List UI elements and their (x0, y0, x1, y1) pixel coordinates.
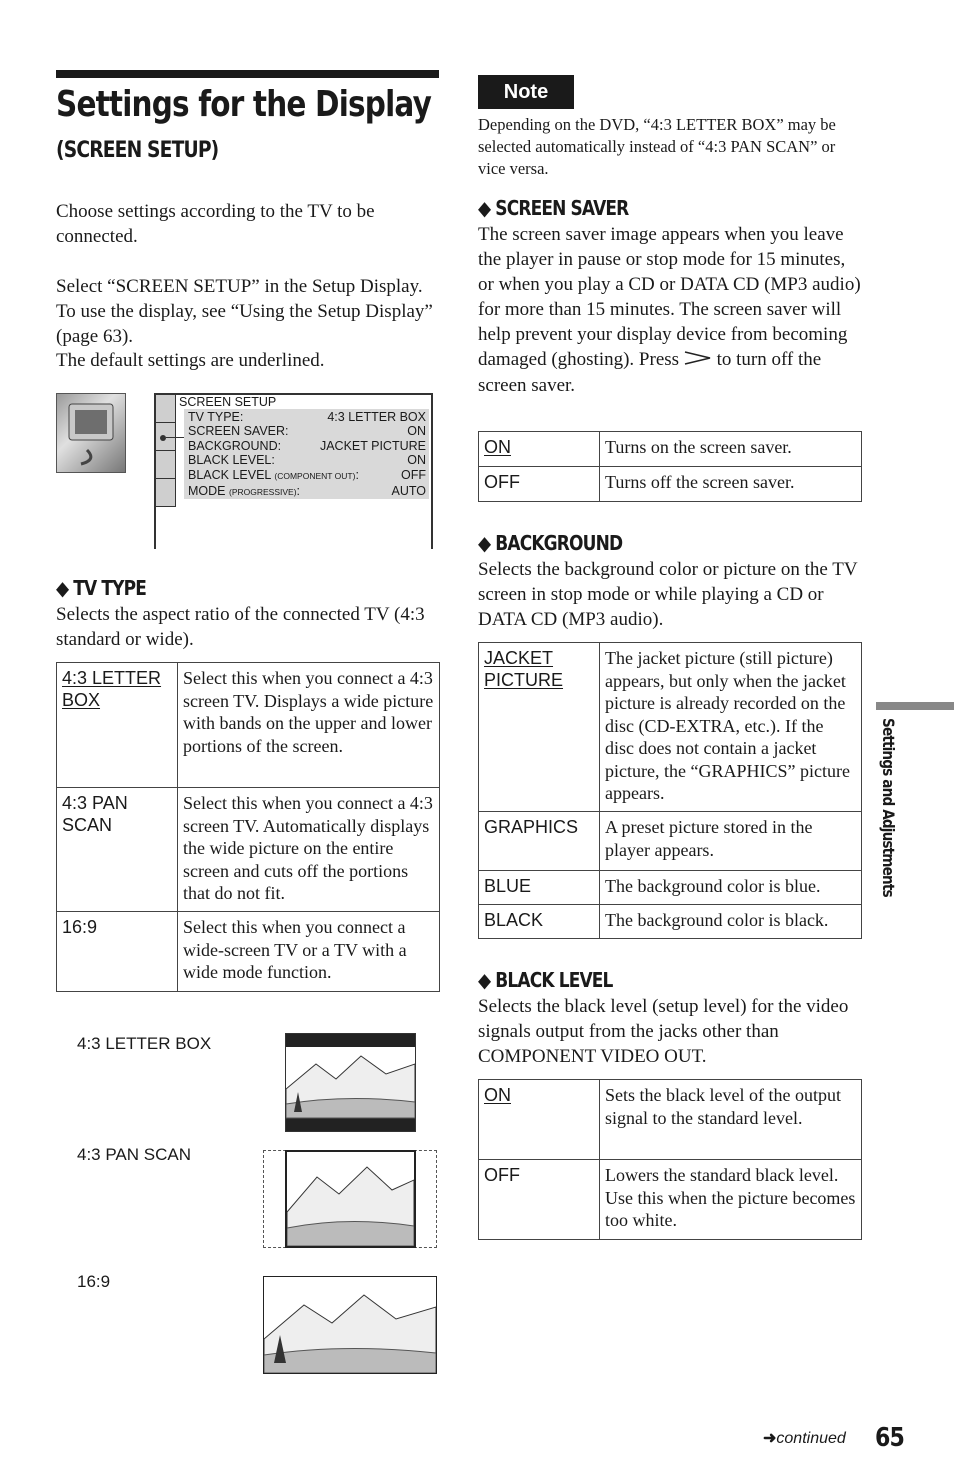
diamond-icon: ◆ (478, 531, 491, 555)
table-row (57, 912, 440, 992)
continued-indicator (763, 1428, 846, 1448)
option-key: BLUE (479, 871, 600, 905)
option-value: Turns off the screen saver. (600, 467, 862, 502)
screen-saver-heading-text: SCREEN SAVER (495, 196, 629, 220)
option-key-text: ON (484, 1085, 511, 1105)
option-key-text: 4:3 LETTER BOX (62, 668, 162, 710)
table-row (57, 663, 440, 788)
menu-row-label (188, 484, 300, 499)
option-value: Turns on the screen saver. (600, 432, 862, 467)
option-key: 16:9 (57, 912, 178, 992)
page-subtitle: (SCREEN SETUP) (56, 138, 219, 163)
option-key (479, 432, 600, 467)
menu-row-label-colon: : (355, 468, 359, 482)
wide-illustration (263, 1276, 437, 1374)
menu-row-value: ON (407, 453, 426, 467)
table-row (479, 643, 862, 812)
black-level-description: Selects the black level (setup level) for the video signals output from the jacks other than COMPONENT VIDEO OUT. (478, 996, 849, 1067)
menu-row-label-colon: : (296, 484, 301, 498)
setup-menu-title: SCREEN SETUP (179, 395, 277, 409)
menu-row-value: OFF (401, 468, 426, 482)
wide-label: 16:9 (77, 1272, 111, 1291)
setup-tab (156, 395, 176, 423)
option-key (57, 663, 178, 788)
option-value: The background color is blue. (600, 871, 862, 905)
diamond-icon: ◆ (56, 576, 69, 600)
table-row (479, 871, 862, 905)
option-key: BLACK (479, 905, 600, 939)
option-value: Select this when you connect a wide-screen TV or a TV with a wide mode function. (178, 912, 440, 992)
sidebar-bar (876, 702, 954, 710)
table-row (479, 467, 862, 502)
intro-paragraph-3: The default settings are underlined. (56, 350, 325, 371)
screen-saver-desc-part-1: The screen saver image appears when you leave the player in pause or stop mode for 15 minutes, or when you play a CD or DATA CD (MP3 audio) for more than 15 minutes. The screen saver will help prevent your display device from becoming damaged (ghosting). Press (478, 224, 861, 370)
option-key (479, 643, 600, 812)
option-key: GRAPHICS (479, 812, 600, 871)
menu-row-value: 4:3 LETTER BOX (327, 410, 426, 424)
option-key (479, 1080, 600, 1160)
menu-row-label-main: MODE (188, 484, 229, 498)
table-row (479, 432, 862, 467)
menu-row-value: ON (407, 424, 426, 438)
menu-row (188, 410, 426, 424)
screen-saver-heading (478, 196, 628, 220)
letterbox-illustration (285, 1033, 416, 1132)
menu-row-label: TV TYPE: (188, 410, 244, 424)
background-table (478, 642, 862, 939)
menu-row-label-small: (COMPONENT OUT) (274, 471, 356, 481)
table-row (57, 788, 440, 912)
selection-dot (160, 435, 166, 441)
option-key: OFF (479, 1160, 600, 1240)
selection-line (166, 437, 184, 438)
tv-type-table (56, 662, 440, 992)
black-level-heading-text: BLACK LEVEL (495, 968, 613, 992)
play-icon (684, 348, 712, 373)
page-number: 65 (875, 1423, 905, 1453)
menu-row (188, 439, 426, 453)
diamond-icon: ◆ (478, 196, 491, 220)
menu-row-label: SCREEN SAVER: (188, 424, 289, 438)
menu-row-value: JACKET PICTURE (319, 439, 426, 453)
diamond-icon: ◆ (478, 968, 491, 992)
menu-row (188, 468, 426, 483)
black-level-heading (478, 968, 613, 992)
screen-saver-table (478, 431, 862, 502)
menu-row-label: BACKGROUND: (188, 439, 282, 453)
background-heading (478, 531, 622, 555)
option-key: OFF (479, 467, 600, 502)
menu-row-label: BLACK LEVEL: (188, 453, 275, 467)
option-value: Select this when you connect a 4:3 screen TV. Displays a wide picture with bands on the upper and lower portions of the screen. (178, 663, 440, 788)
background-description: Selects the background color or picture on the TV screen in stop mode or while playing a CD or DATA CD (MP3 audio). (478, 559, 858, 630)
setup-tab (156, 451, 176, 479)
table-row (479, 905, 862, 939)
option-value: The jacket picture (still picture) appears, but only when the jacket picture is already recorded on the disc (CD-EXTRA, etc.). If the disc does not contain a jacket picture, the “GRAPHICS” picture appears. (600, 643, 862, 812)
sidebar-section-label: Settings and Adjustments (879, 718, 898, 897)
menu-row-label-small: (PROGRESSIVE) (228, 487, 297, 497)
option-key: 4:3 PAN SCAN (57, 788, 178, 912)
tv-type-heading-text: TV TYPE (73, 576, 147, 600)
option-value: Lowers the standard black level. Use this when the picture becomes too white. (600, 1160, 862, 1240)
tv-type-description: Selects the aspect ratio of the connected TV (4:3 standard or wide). (56, 604, 425, 650)
black-level-table (478, 1079, 862, 1240)
menu-row-label (188, 468, 359, 483)
tv-type-heading (56, 576, 146, 600)
screen-saver-desc-part-2: to turn off the screen saver. (478, 349, 822, 397)
intro-paragraph-1: Choose settings according to the TV to be connected. (56, 201, 375, 247)
setup-tab-column (156, 395, 176, 507)
option-value: A preset picture stored in the player appears. (600, 812, 862, 871)
option-key-text: ON (484, 437, 511, 457)
option-key-text: JACKET PICTURE (484, 648, 564, 690)
screen-setup-icon (56, 393, 126, 473)
option-value: Sets the black level of the output signal to the standard level. (600, 1080, 862, 1160)
panscan-illustration (285, 1150, 416, 1248)
menu-row (188, 484, 426, 499)
title-rule (56, 70, 439, 78)
menu-row (188, 453, 426, 467)
continued-text: continued (776, 1430, 846, 1447)
table-row (479, 812, 862, 871)
table-row (479, 1080, 862, 1160)
letterbox-label: 4:3 LETTER BOX (77, 1034, 212, 1053)
option-value: Select this when you connect a 4:3 screen TV. Automatically displays the wide picture on the entire screen and cuts off the portions that do not fit. (178, 788, 440, 912)
note-label: Note (478, 75, 574, 109)
intro-paragraph-2: Select “SCREEN SETUP” in the Setup Display. To use the display, see “Using the Setup Display” (page 63). (56, 276, 433, 347)
panscan-label: 4:3 PAN SCAN (77, 1145, 192, 1164)
menu-row-value: AUTO (391, 484, 426, 498)
menu-row-label-main: BLACK LEVEL (188, 468, 275, 482)
background-heading-text: BACKGROUND (495, 531, 623, 555)
option-value: The background color is black. (600, 905, 862, 939)
arrow-right-icon: ➜ (763, 1430, 777, 1447)
screen-saver-description (478, 222, 862, 398)
table-row (479, 1160, 862, 1240)
note-text: Depending on the DVD, “4:3 LETTER BOX” may be selected automatically instead of “4:3 PAN SCAN” or vice versa. (478, 115, 836, 178)
menu-row (188, 424, 426, 438)
setup-tab (156, 479, 176, 507)
page-title: Settings for the Display (56, 84, 432, 125)
